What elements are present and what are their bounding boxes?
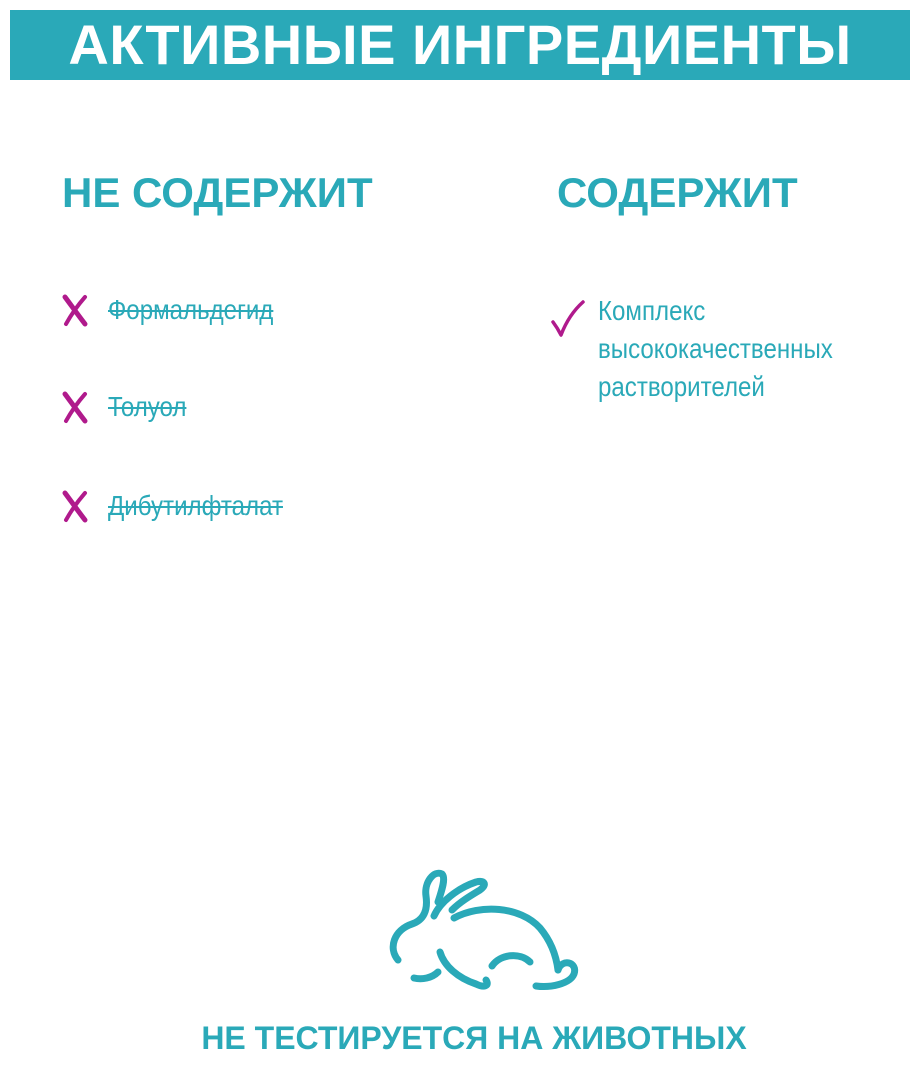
- contains-heading: СОДЕРЖИТ: [557, 169, 798, 216]
- cross-mark-icon: [62, 390, 90, 424]
- not-contains-item-label: Толуол: [108, 391, 187, 422]
- contains-item: [550, 292, 898, 406]
- page-title: АКТИВНЫЕ ИНГРЕДИЕНТЫ: [68, 13, 852, 76]
- footer-text: НЕ ТЕСТИРУЕТСЯ НА ЖИВОТНЫХ: [201, 1020, 747, 1056]
- not-contains-item: [62, 290, 300, 330]
- rabbit-icon: [380, 862, 580, 998]
- check-mark-icon: [550, 298, 586, 338]
- not-contains-item: [62, 387, 199, 427]
- title-banner: [10, 10, 910, 80]
- contains-item-label: Комплекс высококачественных растворителей: [598, 295, 833, 402]
- cross-mark-icon: [62, 489, 90, 523]
- not-contains-item-label: Формальдегид: [108, 294, 274, 325]
- cross-mark-icon: [62, 293, 90, 327]
- not-contains-item-label: Дибутилфталат: [108, 490, 283, 521]
- not-contains-heading: НЕ СОДЕРЖИТ: [62, 169, 373, 216]
- not-contains-item: [62, 486, 311, 526]
